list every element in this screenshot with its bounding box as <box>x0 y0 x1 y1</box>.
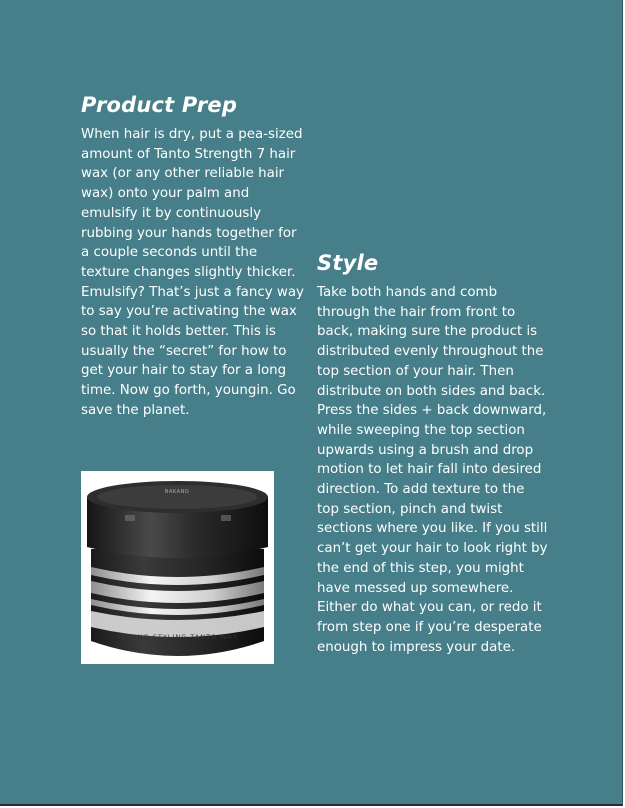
product-prep-section <box>81 93 306 421</box>
style-section <box>317 251 549 657</box>
wax-jar-illustration <box>81 471 274 664</box>
svg-text:NAKANO: NAKANO <box>164 489 190 495</box>
product-prep-heading: Product Prep <box>81 93 238 117</box>
product-prep-body: When hair is dry, put a pea-sized amount of Tanto Strength 7 hair wax (or any other reliable hair wax) onto your palm and emulsify it by continuously rubbing your hands together for a couple seconds until the texture changes slightly thicker. Emulsify? That’s just a fancy way to say you’re activating the wax so that it holds better. This is usually the “secret” for how to get your hair to stay for a long time. Now go forth, youngin. Go save the planet. <box>81 127 304 418</box>
jar-label-text: NAKANO STYLING TANTO WAX <box>115 633 239 641</box>
product-image <box>81 471 274 664</box>
style-body: Take both hands and comb through the hair from front to back, making sure the product is distributed evenly throughout the top section of your hair. Then distribute on both sides and back. Press the sides + back downward, while sweeping the top section upwards using a brush and drop motion to let hair fall into desired direction. To add texture to the top section, pinch and twist sections where you like. If you still can’t get your hair to look right by the end of this step, you might have messed up somewhere. Either do what you can, or redo it from step one if you’re desperate enough to impress your date. <box>317 285 548 655</box>
style-heading: Style <box>317 251 379 275</box>
